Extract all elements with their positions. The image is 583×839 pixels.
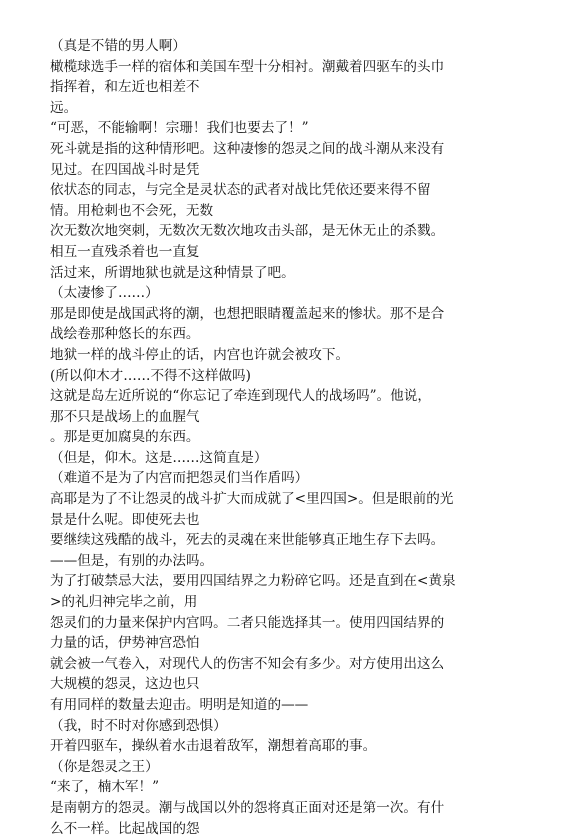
text-line: 要继续这残酷的战斗，死去的灵魂在来世能够真正地生存下去吗。 xyxy=(50,532,445,549)
text-line: 怨灵们的力量来保护内宫吗。二者只能选择其一。使用四国结界的 xyxy=(50,614,445,631)
text-line: 那是即使是战国武将的潮，也想把眼睛覆盖起来的惨状。那不是合 xyxy=(50,305,445,322)
text-line: 为了打破禁忌大法，要用四国结界之力粉碎它吗。还是直到在<黄泉 xyxy=(50,573,456,590)
text-line: 。那是更加腐臭的东西。 xyxy=(50,429,200,446)
text-line: 次无数次地突刺，无数次无数次地攻击头部，是无休无止的杀戮。 xyxy=(50,223,445,240)
text-line: 高耶是为了不让怨灵的战斗扩大而成就了<里四国>。但是眼前的光 xyxy=(50,491,454,508)
text-line: 活过来，所谓地狱也就是这种情景了吧。 xyxy=(50,264,295,281)
text-line: (所以仰木才……不得不这样做吗) xyxy=(50,367,251,384)
text-line: （难道不是为了内宫而把怨灵们当作盾吗） xyxy=(50,470,309,487)
text-line: 大规模的怨灵，这边也只 xyxy=(50,676,200,693)
text-line: 力量的话，伊势神宫恐怕 xyxy=(50,635,200,652)
text-line: （你是怨灵之王） xyxy=(50,758,159,775)
text-line: 这就是岛左近所说的“你忘记了牵连到现代人的战场吗”。他说， xyxy=(50,388,431,405)
text-line: 就会被一气卷入，对现代人的伤害不知会有多少。对方使用出这么 xyxy=(50,655,445,672)
text-line: 橄榄球选手一样的宿体和美国车型十分相衬。潮戴着四驱车的头巾 xyxy=(50,58,445,75)
text-line: （但是，仰木。这是……这简直是） xyxy=(50,449,268,466)
text-line: ——但是，有别的办法吗。 xyxy=(50,552,214,569)
text-line: 情。用枪刺也不会死，无数 xyxy=(50,202,214,219)
text-line: 指挥着，和左近也相差不 xyxy=(50,79,200,96)
text-line: 有用同样的数量去迎击。明明是知道的—— xyxy=(50,697,309,713)
text-line: 依状态的同志，与完全是灵状态的武者对战比凭依还要来得不留 xyxy=(50,182,431,199)
text-line: 战绘卷那种悠长的东西。 xyxy=(50,326,200,343)
text-line: 开着四驱车，操纵着水击退着敌军，潮想着高耶的事。 xyxy=(50,738,377,755)
text-line: 见过。在四国战斗时是凭 xyxy=(50,161,200,178)
text-line: 死斗就是指的这种情形吧。这种凄惨的怨灵之间的战斗潮从来没有 xyxy=(50,140,445,157)
text-line: 么不一样。比起战国的怨 xyxy=(50,820,200,837)
text-line: （真是不错的男人啊） xyxy=(50,38,186,54)
text-line: （我，时不时对你感到恐惧） xyxy=(50,717,227,734)
text-line: “可恶，不能输啊！宗珊！我们也要去了！” xyxy=(50,120,309,137)
text-line: 是南朝方的怨灵。潮与战国以外的怨将真正面对还是第一次。有什 xyxy=(50,799,445,816)
text-line: 景是什么呢。即使死去也 xyxy=(50,511,200,528)
text-line: 那不只是战场上的血腥气 xyxy=(50,408,200,425)
text-line: >的礼归神完毕之前，用 xyxy=(50,594,198,611)
text-line: 远。 xyxy=(50,99,78,116)
text-line: （太凄惨了……） xyxy=(50,285,159,302)
text-line: 地狱一样的战斗停止的话，内宫也许就会被攻下。 xyxy=(50,346,350,363)
text-line: “来了，楠木军！” xyxy=(50,779,160,796)
text-line: 相互一直残杀着也一直复 xyxy=(50,243,200,260)
